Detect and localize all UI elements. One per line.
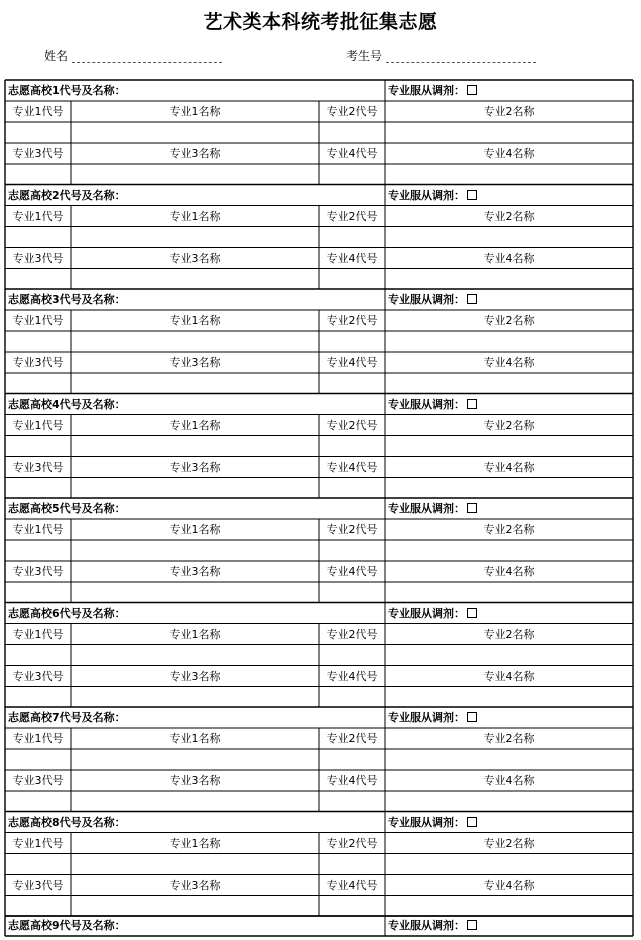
major-code-input[interactable] [5,540,71,561]
major-code1-label: 专业1代号 [12,523,64,536]
school-2-label: 志愿高校2代号及名称： [8,188,126,202]
major-name3-label: 专业3名称 [169,147,221,160]
adjust-2-label: 专业服从调剂： [385,185,633,206]
major-code-input[interactable] [319,749,385,770]
major-code1-label: 专业1代号 [12,418,64,432]
major-name-input[interactable] [385,227,633,248]
major-name1-label: 专业1名称 [169,627,221,641]
major-code-input[interactable] [319,582,385,603]
school-4-label: 志愿高校4代号及名称： [8,397,126,411]
major-name2-label: 专业2名称 [483,836,535,850]
major-code4-label: 专业4代号 [326,356,378,369]
major-name-input[interactable] [71,540,319,561]
major-name-input[interactable] [71,269,319,290]
major-name1-label: 专业1名称 [169,105,221,118]
major-code-input[interactable] [319,854,385,875]
major-name-input[interactable] [71,854,319,875]
major-code-input[interactable] [5,122,71,143]
major-code2-label: 专业2代号 [326,627,378,641]
major-code-input[interactable] [5,645,71,666]
major-name-input[interactable] [385,896,633,917]
major-code2-label: 专业2代号 [326,209,378,223]
adjust-checkbox-wrap[interactable] [465,607,477,620]
major-code-input[interactable] [5,269,71,290]
major-name3-label: 专业3名称 [169,565,221,578]
major-code2-label: 专业2代号 [326,314,378,327]
major-name-input[interactable] [71,582,319,603]
adjust-9-label: 专业服从调剂： [385,916,633,936]
adjust-checkbox[interactable] [467,503,477,513]
major-code2-label: 专业2代号 [326,418,378,432]
major-code-input[interactable] [5,854,71,875]
major-name4-label: 专业4名称 [483,878,535,892]
major-code4-label: 专业4代号 [326,774,378,787]
major-name-input[interactable] [385,749,633,770]
adjust-checkbox-wrap[interactable] [465,189,477,202]
major-name-input[interactable] [385,269,633,290]
adjust-5-label: 专业服从调剂： [385,498,633,519]
major-code3-label: 专业3代号 [12,774,64,787]
major-name3-label: 专业3名称 [169,774,221,787]
major-name-input[interactable] [71,478,319,499]
major-code-input[interactable] [319,331,385,352]
major-code4-label: 专业4代号 [326,460,378,474]
major-code3-label: 专业3代号 [12,356,64,369]
adjust-checkbox-wrap[interactable] [465,816,477,829]
major-name-input[interactable] [71,645,319,666]
major-name-input[interactable] [71,164,319,185]
major-name4-label: 专业4名称 [483,147,535,160]
adjust-checkbox-wrap[interactable] [465,502,477,515]
major-name1-label: 专业1名称 [169,209,221,223]
major-name1-label: 专业1名称 [169,314,221,327]
major-code2-label: 专业2代号 [326,732,378,745]
major-name1-label: 专业1名称 [169,732,221,745]
major-name3-label: 专业3名称 [169,669,221,683]
major-code-input[interactable] [319,478,385,499]
name-label: 姓名 [44,49,69,63]
adjust-checkbox[interactable] [467,85,477,95]
exam-number-label: 考生号 [346,49,383,63]
major-code-input[interactable] [319,269,385,290]
form-title: 艺术类本科统考批征集志愿 [203,11,438,33]
major-code-input[interactable] [319,122,385,143]
major-name3-label: 专业3名称 [169,251,221,265]
adjust-checkbox-wrap[interactable] [465,293,477,306]
major-name-input[interactable] [385,122,633,143]
major-name-input[interactable] [71,331,319,352]
major-name2-label: 专业2名称 [483,732,535,745]
major-code-input[interactable] [5,164,71,185]
adjust-4-label: 专业服从调剂： [385,394,633,415]
major-name4-label: 专业4名称 [483,251,535,265]
major-code-input[interactable] [5,478,71,499]
adjust-7-label: 专业服从调剂： [385,707,633,728]
major-code-input[interactable] [5,749,71,770]
major-code-input[interactable] [5,436,71,457]
adjust-checkbox-wrap[interactable] [465,711,477,724]
major-code4-label: 专业4代号 [326,147,378,160]
major-name2-label: 专业2名称 [483,314,535,327]
major-name-input[interactable] [385,373,633,394]
major-code-input[interactable] [5,896,71,917]
major-name3-label: 专业3名称 [169,878,221,892]
adjust-8-label: 专业服从调剂： [385,812,633,833]
major-name-input[interactable] [385,540,633,561]
major-name-input[interactable] [71,373,319,394]
major-code3-label: 专业3代号 [12,565,64,578]
major-code-input[interactable] [5,331,71,352]
school-3-label: 志愿高校3代号及名称： [8,293,126,306]
major-name-input[interactable] [385,854,633,875]
major-code4-label: 专业4代号 [326,565,378,578]
major-name1-label: 专业1名称 [169,418,221,432]
major-code1-label: 专业1代号 [12,836,64,850]
major-name4-label: 专业4名称 [483,356,535,369]
major-code4-label: 专业4代号 [326,878,378,892]
major-code-input[interactable] [319,687,385,708]
major-name1-label: 专业1名称 [169,836,221,850]
adjust-checkbox[interactable] [467,608,477,618]
major-name4-label: 专业4名称 [483,565,535,578]
major-code-input[interactable] [319,645,385,666]
major-code2-label: 专业2代号 [326,105,378,118]
adjust-checkbox[interactable] [467,399,477,409]
major-code-input[interactable] [319,540,385,561]
adjust-checkbox-wrap[interactable] [465,398,477,411]
adjust-checkbox[interactable] [467,190,477,200]
adjust-1-label: 专业服从调剂： [385,80,633,101]
adjust-checkbox-wrap[interactable] [465,919,477,932]
major-code4-label: 专业4代号 [326,251,378,265]
adjust-checkbox[interactable] [467,920,477,930]
major-code1-label: 专业1代号 [12,314,64,327]
school-8-label: 志愿高校8代号及名称： [8,815,126,829]
major-name-input[interactable] [385,645,633,666]
major-name-input[interactable] [71,687,319,708]
major-code-input[interactable] [319,164,385,185]
major-name-input[interactable] [71,749,319,770]
adjust-6-label: 专业服从调剂： [385,603,633,624]
major-name-input[interactable] [385,331,633,352]
major-code-input[interactable] [5,791,71,812]
major-code3-label: 专业3代号 [12,878,64,892]
major-name4-label: 专业4名称 [483,460,535,474]
adjust-checkbox[interactable] [467,817,477,827]
major-name-input[interactable] [385,791,633,812]
major-name1-label: 专业1名称 [169,523,221,536]
adjust-3-label: 专业服从调剂： [385,289,633,310]
major-name-input[interactable] [385,687,633,708]
major-name-input[interactable] [385,582,633,603]
school-9-label: 志愿高校9代号及名称： [8,919,126,932]
major-name3-label: 专业3名称 [169,460,221,474]
major-code-input[interactable] [5,227,71,248]
major-name-input[interactable] [71,227,319,248]
major-code2-label: 专业2代号 [326,836,378,850]
major-name2-label: 专业2名称 [483,105,535,118]
major-code1-label: 专业1代号 [12,627,64,641]
major-code2-label: 专业2代号 [326,523,378,536]
major-name-input[interactable] [385,164,633,185]
major-code-input[interactable] [5,373,71,394]
major-code-input[interactable] [5,687,71,708]
major-code3-label: 专业3代号 [12,669,64,683]
major-name4-label: 专业4名称 [483,669,535,683]
adjust-checkbox[interactable] [467,294,477,304]
major-code3-label: 专业3代号 [12,147,64,160]
major-name2-label: 专业2名称 [483,523,535,536]
major-code-input[interactable] [319,791,385,812]
major-code-input[interactable] [319,373,385,394]
major-code4-label: 专业4代号 [326,669,378,683]
school-5-label: 志愿高校5代号及名称： [8,502,126,515]
major-code-input[interactable] [319,896,385,917]
major-name2-label: 专业2名称 [483,627,535,641]
major-name-input[interactable] [71,896,319,917]
major-code1-label: 专业1代号 [12,209,64,223]
school-1-label: 志愿高校1代号及名称： [8,84,126,97]
major-code-input[interactable] [319,227,385,248]
school-7-label: 志愿高校7代号及名称： [8,711,126,724]
major-code3-label: 专业3代号 [12,251,64,265]
major-name2-label: 专业2名称 [483,418,535,432]
major-name-input[interactable] [385,478,633,499]
major-name4-label: 专业4名称 [483,774,535,787]
major-code-input[interactable] [5,582,71,603]
major-name-input[interactable] [71,436,319,457]
major-name-input[interactable] [71,122,319,143]
adjust-checkbox-wrap[interactable] [465,84,477,97]
adjust-checkbox[interactable] [467,712,477,722]
school-6-label: 志愿高校6代号及名称： [8,606,126,620]
major-code3-label: 专业3代号 [12,460,64,474]
major-name-input[interactable] [385,436,633,457]
major-code1-label: 专业1代号 [12,732,64,745]
major-name3-label: 专业3名称 [169,356,221,369]
major-name2-label: 专业2名称 [483,209,535,223]
major-code-input[interactable] [319,436,385,457]
major-name-input[interactable] [71,791,319,812]
major-code1-label: 专业1代号 [12,105,64,118]
